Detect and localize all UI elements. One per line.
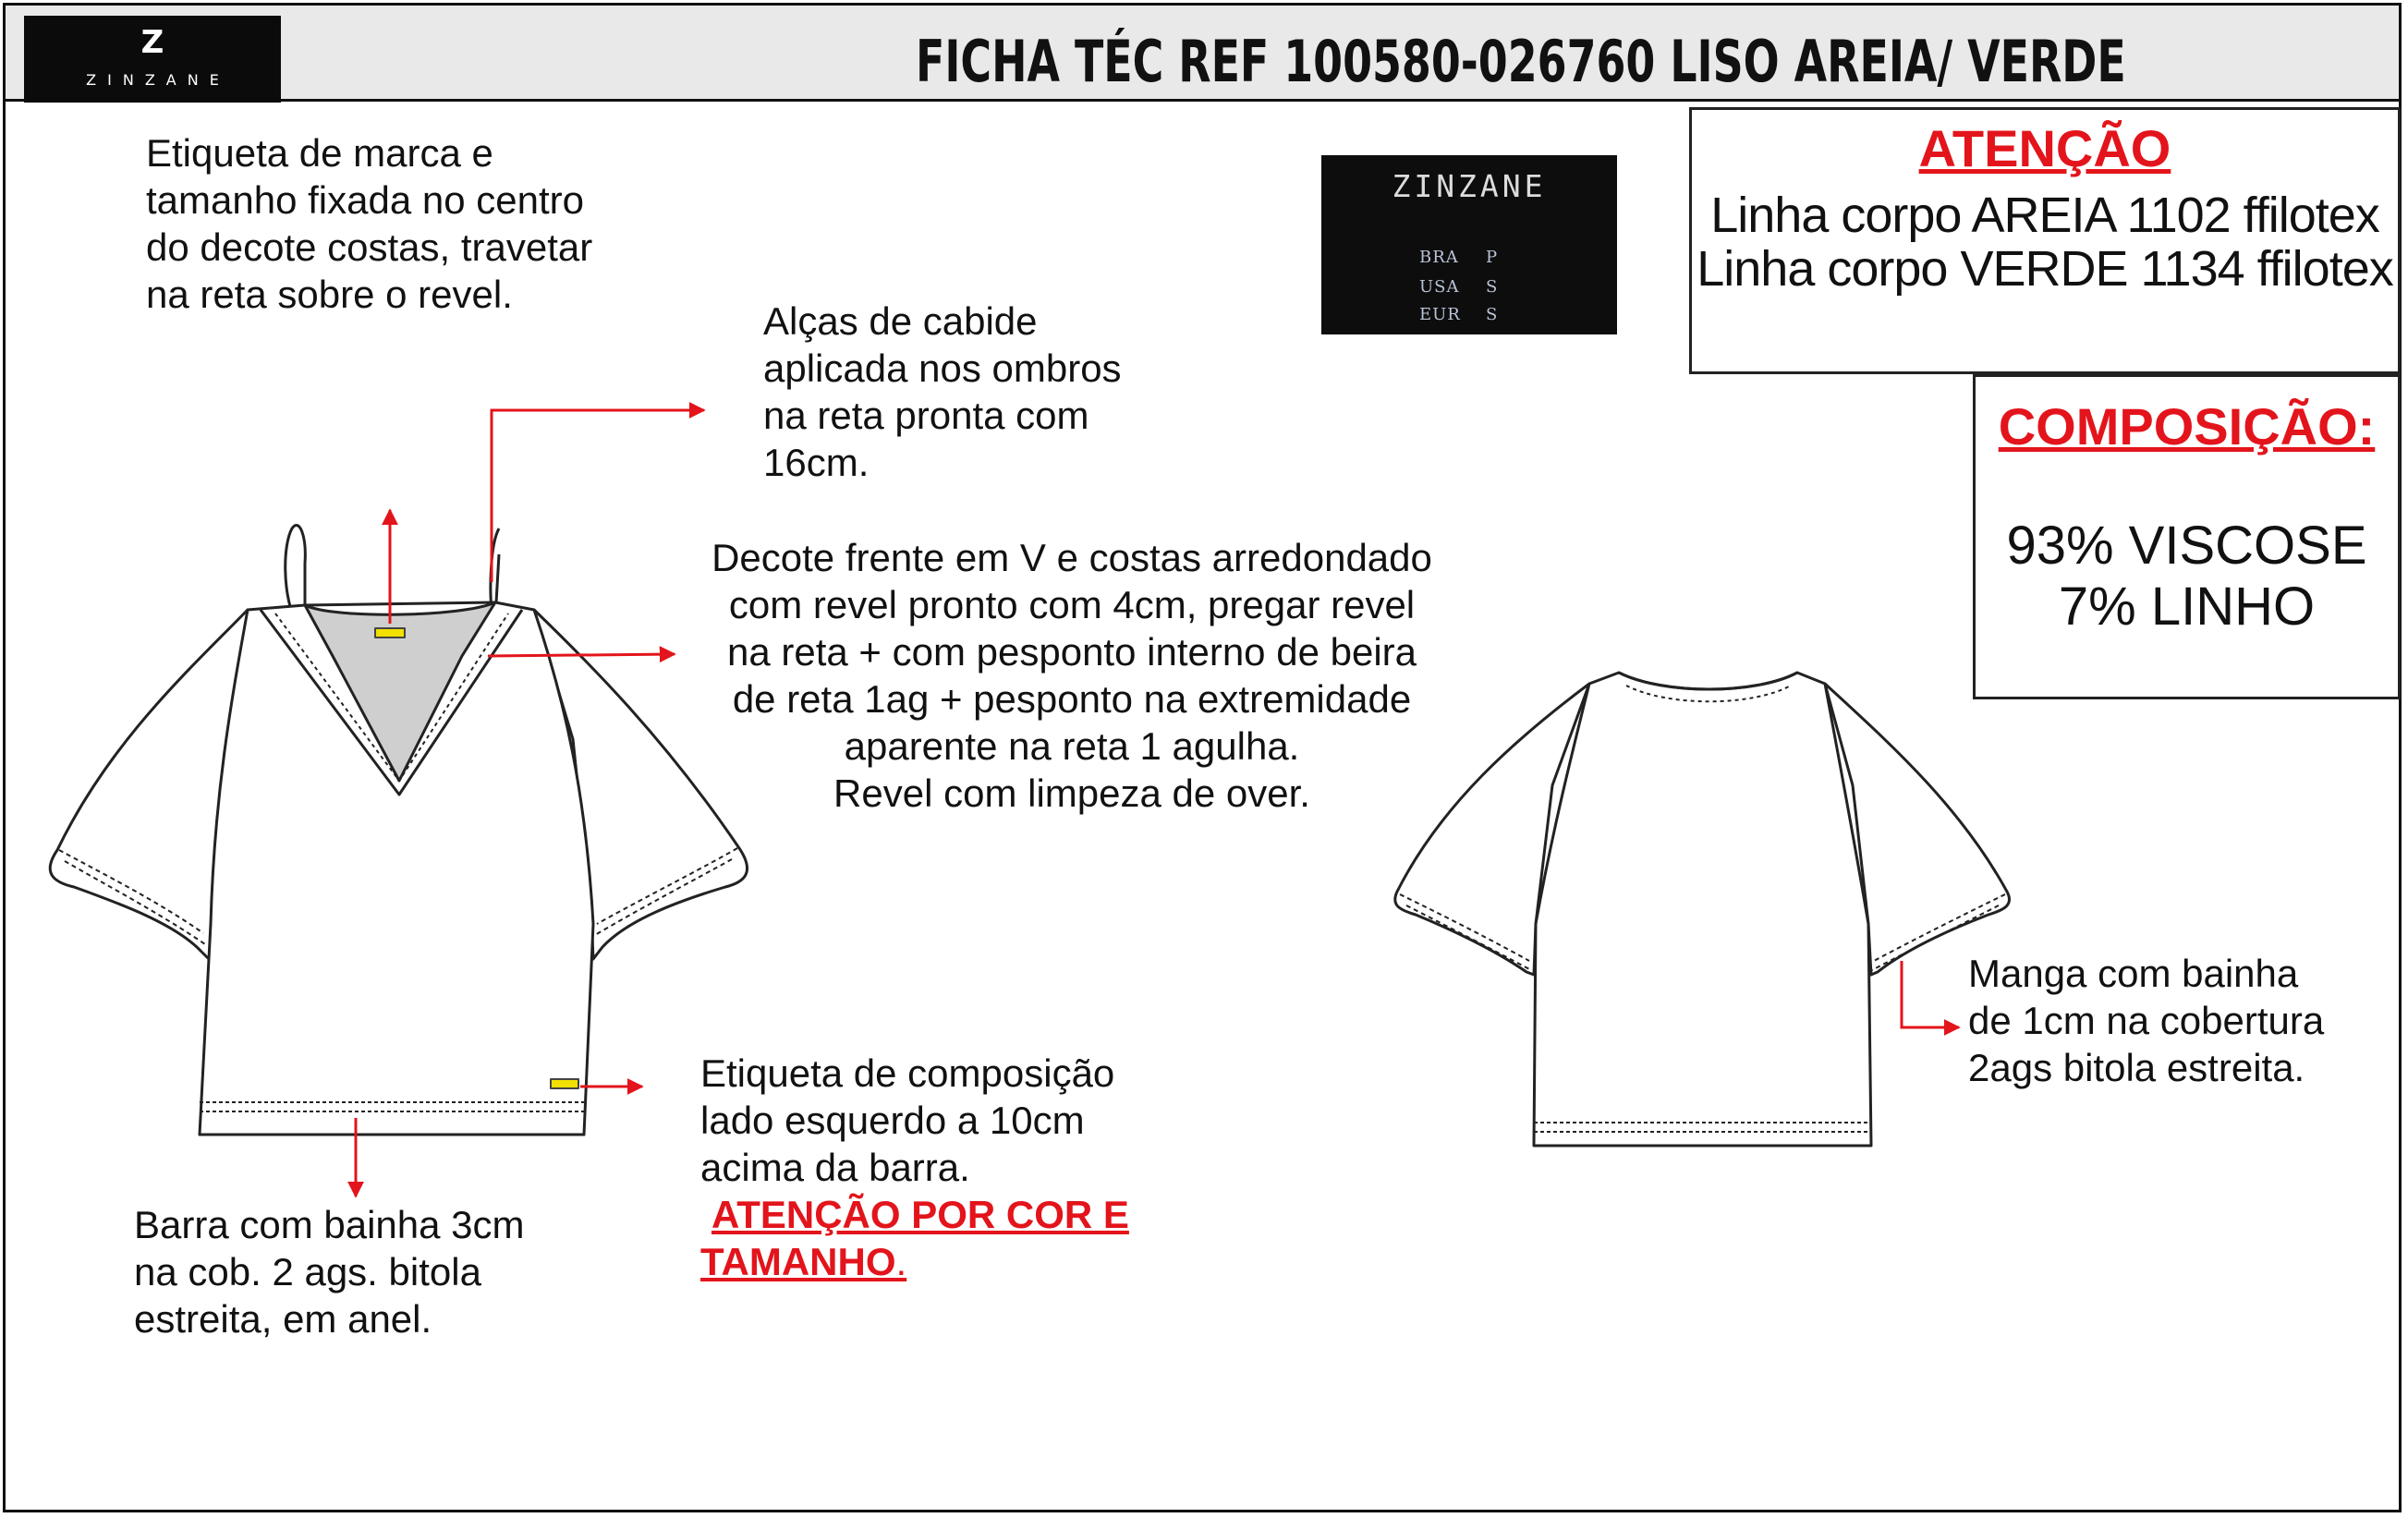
back-view [1395,673,2010,1146]
front-hanger-loop-left [286,525,306,617]
label-size: S [1486,305,1498,324]
note-sleeve-hem: Manga com bainha de 1cm na cobertura 2ags bitola estreita. [1968,952,2325,1089]
logo-text: ZINZANE [86,71,230,89]
attention-line: Linha corpo VERDE 1134 ffilotex [1697,241,2393,297]
composition-line: 93% VISCOSE [2006,516,2367,576]
logo-mark: Z [140,24,164,61]
label-size: P [1486,248,1498,267]
note-composition-label: Etiqueta de composição lado esquerdo a 10cm acima da barra. ATENÇÃO POR COR E TAMANHO. [700,1051,1129,1283]
label-country: EUR [1419,305,1461,324]
sheet-title: FICHA TÉC REF 100580-026760 LISO AREIA/ VERDE [916,28,2126,95]
hanger-loop-arrow [492,410,704,582]
composition-label [551,1079,578,1088]
composition-title: COMPOSIÇÃO: [1998,397,2376,455]
composition-line: 7% LINHO [2058,577,2316,637]
note-neckline: Decote frente em V e costas arredondado com revel pronto com 4cm, pregar revel na reta + com pesponto interno de beira de reta 1ag + pesponto na extremidade aparente na reta 1 agulha. Revel com limpeza de over. [711,536,1432,815]
label-country: BRA [1419,248,1459,267]
neckline-arrow [488,654,675,656]
label-size: S [1486,277,1498,297]
front-view [50,525,747,1135]
sleeve-hem-arrow [1902,961,1959,1027]
composition-warning: ATENÇÃO POR COR E [711,1193,1129,1236]
back-body [1534,673,1871,1146]
note-hanger-loops: Alças de cabide aplicada nos ombros na reta pronta com 16cm. [763,299,1122,484]
attention-line: Linha corpo AREIA 1102 ffilotex [1710,188,2379,243]
brand-label-text: ZINZANE [1392,168,1547,204]
attention-title: ATENÇÃO [1918,119,2171,177]
note-hem: Barra com bainha 3cm na cob. 2 ags. bitola estreita, em anel. [134,1203,525,1341]
label-country: USA [1419,277,1460,297]
note-neck-label: Etiqueta de marca e tamanho fixada no centro do decote costas, travetar na reta sobre o revel. [146,131,593,316]
neck-brand-label [375,628,405,638]
composition-warning: TAMANHO. [700,1240,907,1283]
